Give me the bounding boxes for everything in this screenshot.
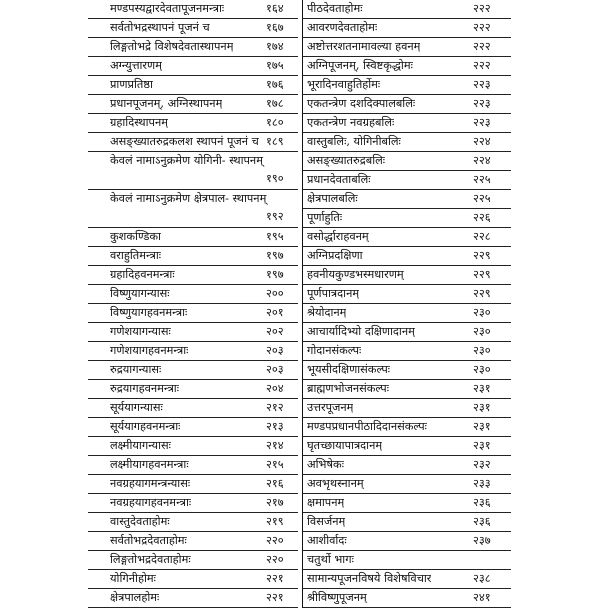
toc-entry-page: २२२ [473,59,491,72]
toc-entry-page: २२२ [473,2,491,15]
toc-entry-page: १६४ [266,2,284,15]
toc-entry [303,456,511,475]
toc-entry [88,190,298,228]
toc-entry-title: सामान्यपूजनविषये विशेषविचार [307,572,432,585]
toc-entry-page: २१९ [266,515,284,528]
toc-entry-page: २३२ [473,458,491,471]
toc-entry-page: २३१ [473,420,491,433]
toc-entry-title: वास्तुदेवताहोमः [110,515,170,528]
toc-entry-title: आवरणदेवताहोमः [307,21,378,34]
toc-entry-page: १९२ [266,210,284,223]
toc-entry-page: १७६ [266,78,284,91]
toc-entry-page: २२० [266,534,284,547]
toc-entry-title: अष्टोत्तरशतनामावल्या हवनम् [307,40,421,53]
toc-entry [303,133,511,152]
toc-entry-title: गोदानसंकल्पः [307,344,362,357]
toc-entry-title: केवलं नामाऽनुक्रमेण क्षेत्रपाल- स्थापनम् [110,192,267,205]
toc-entry-title: क्षमापनम् [307,496,345,509]
toc-entry-page: २०४ [266,382,284,395]
toc-entry-page: १८० [266,116,284,129]
toc-entry [88,19,298,38]
toc-entry [88,266,298,285]
toc-entry-title: नवग्रहयागमन्त्रन्यासः [110,477,191,490]
toc-entry [88,589,298,608]
toc-entry-title: क्षेत्रपालहोमः [110,591,160,604]
toc-entry-page: २३० [473,325,491,338]
toc-entry [88,0,298,19]
toc-entry-page: २२५ [473,192,491,205]
toc-entry [303,380,511,399]
toc-entry-page: २०० [266,287,284,300]
toc-entry-page: २२३ [473,78,491,91]
toc-entry-page: २०२ [266,325,284,338]
toc-entry-title: अग्निपूजनम्, स्विष्टकृद्धोमः [307,59,413,72]
toc-entry-title: अवभृथस्नानम् [307,477,364,490]
toc-entry-title: लक्ष्मीयागहवनमन्त्राः [110,458,189,471]
toc-entry [88,247,298,266]
toc-entry [303,57,511,76]
toc-entry-page: २३१ [473,382,491,395]
toc-entry-title: वसोर्द्धाराहवनम् [307,230,369,243]
toc-entry-page: २१४ [266,439,284,452]
toc-entry-title: वास्तुबलिः, योगिनीबलिः [307,135,401,148]
toc-entry-title: गणेशयागन्यासः [110,325,171,338]
toc-entry-page: २१६ [266,477,284,490]
toc-entry [88,76,298,95]
toc-left-column [88,0,298,608]
toc-entry [303,589,511,608]
toc-entry-page: २३० [473,306,491,319]
toc-entry-title: प्रधानपूजनम्, अग्निस्थापनम् [110,97,223,110]
toc-entry [88,551,298,570]
toc-entry-title: लक्ष्मीयागन्यासः [110,439,171,452]
toc-entry-page: २१३ [266,420,284,433]
toc-entry-title: विष्णुयागन्यासः [110,287,170,300]
toc-entry [88,114,298,133]
toc-entry-title: ब्राह्मणभोजनसंकल्पः [307,382,389,395]
toc-entry-title: घृतच्छायापात्रदानम् [307,439,383,452]
toc-entry-page: २२४ [473,154,491,167]
toc-entry-page: २१७ [266,496,284,509]
toc-entry [88,418,298,437]
toc-entry-page: १६७ [266,21,284,34]
toc-entry-title: असङ्ख्यातरुद्रबलिः [307,154,386,167]
toc-entry [303,114,511,133]
toc-entry-title: अभिषेकः [307,458,344,471]
toc-entry-page: २३१ [473,401,491,414]
toc-entry-title: चतुर्थो भागः [307,553,354,566]
toc-entry-title: भूयसीदक्षिणासंकल्पः [307,363,391,376]
toc-entry [303,342,511,361]
toc-entry-page: २२० [266,553,284,566]
toc-entry [303,38,511,57]
toc-entry-title: विष्णुयागहवनमन्त्राः [110,306,188,319]
toc-entry-title: पूर्णाहुतिः [307,211,343,224]
toc-entry [303,513,511,532]
toc-entry-page: २२८ [473,230,491,243]
toc-entry-title: अग्न्युत्तारणम् [110,59,162,72]
toc-entry [88,228,298,247]
toc-entry [88,513,298,532]
toc-entry [88,532,298,551]
toc-entry-page: २२४ [473,135,491,148]
toc-entry-page: २०३ [266,344,284,357]
toc-entry-title: हवनीयकुण्डभस्मधारणम् [307,268,404,281]
toc-entry-page: २२१ [266,591,284,604]
toc-entry-title: सर्वतोभद्रदेवताहोमः [110,534,187,547]
toc-entry [303,209,511,228]
toc-entry-page: २२६ [473,211,491,224]
toc-entry-title: श्रेयोदानम् [307,306,347,319]
toc-entry-title: एकतन्त्रेण नवग्रहबलिः [307,116,395,129]
toc-entry-page: २४१ [473,591,491,604]
toc-entry-title: लिङ्गतोभद्रदेवताहोमः [110,553,191,566]
toc-entry-title: पूर्णपात्रदानम् [307,287,360,300]
toc-entry-page: २२९ [473,268,491,281]
toc-entry [88,399,298,418]
toc-entry-title: एकतन्त्रेण दशदिक्पालबलिः [307,97,416,110]
toc-entry-title: केवलं नामाऽनुक्रमेण योगिनी- स्थापनम् [110,154,263,167]
toc-entry-page: २२३ [473,97,491,110]
toc-entry [303,494,511,513]
toc-entry [303,266,511,285]
toc-entry-page: २३३ [473,477,491,490]
toc-entry-page: १७५ [266,59,284,72]
toc-entry-page: १९७ [266,249,284,262]
toc-entry-page: १९५ [266,230,284,243]
toc-entry-page: २२२ [473,40,491,53]
toc-entry-page: २०३ [266,363,284,376]
toc-entry [303,190,511,209]
toc-entry-page: २३० [473,344,491,357]
toc-entry [88,133,298,152]
toc-entry-title: उत्तरपूजनम् [307,401,354,414]
toc-entry [88,323,298,342]
toc-entry-title: आचार्यादिभ्यो दक्षिणादानम् [307,325,415,338]
toc-entry [88,570,298,589]
toc-entry-title: विसर्जनम् [307,515,346,528]
toc-entry [88,38,298,57]
toc-entry-page: १९७ [266,268,284,281]
toc-entry-title: सर्वतोभद्रस्थापनं पूजनं च [110,21,210,34]
toc-entry-page: २२५ [473,173,491,186]
toc-entry-title: आशीर्वादः [307,534,347,547]
toc-entry [88,95,298,114]
toc-entry-page: १७८ [266,97,284,110]
toc-entry-title: ग्रहादिहवनमन्त्राः [110,268,175,281]
toc-entry-title: लिङ्गतोभद्रे विशेषदेवतास्थापनम् [110,40,234,53]
toc-entry [303,418,511,437]
toc-entry-title: मण्डपस्यद्वारदेवतापूजनमन्त्राः [110,2,225,15]
toc-entry-page: २३८ [473,572,491,585]
toc-entry-title: भूरादिनवाहुतिर्होमः [307,78,381,91]
toc-entry-title: श्रीविष्णुपूजनम् [307,591,367,604]
toc-entry-page: २१२ [266,401,284,414]
toc-entry-page: १९० [266,172,284,185]
toc-entry [303,228,511,247]
toc-entry [303,399,511,418]
toc-entry [303,475,511,494]
toc-entry [303,95,511,114]
toc-entry-page: २१५ [266,458,284,471]
toc-entry [303,570,511,589]
toc-entry [88,57,298,76]
toc-entry-page: २२९ [473,287,491,300]
toc-entry-title: अग्निप्रदक्षिणा [307,249,363,262]
toc-entry [303,304,511,323]
toc-entry-title: नवग्रहयागहवनमन्त्राः [110,496,192,509]
toc-entry [303,285,511,304]
toc-entry-page: २३६ [473,515,491,528]
toc-entry [303,437,511,456]
toc-entry-title: सूर्ययागहवनमन्त्राः [110,420,181,433]
toc-entry-title: गणेशयागहवनमन्त्राः [110,344,189,357]
toc-entry-page: २३६ [473,496,491,509]
toc-entry-page: २२१ [266,572,284,585]
toc-entry-title: योगिनीहोमः [110,572,156,585]
toc-entry-page: २३७ [473,534,491,547]
toc-entry-title: क्षेत्रपालबलिः [307,192,358,205]
toc-entry [88,494,298,513]
toc-entry [303,551,511,570]
toc-entry-title: ग्रहादिस्थापनम् [110,116,168,129]
toc-entry-title: असङ्ख्यातरुद्रकलश स्थापनं पूजनं च [110,135,259,148]
toc-entry [88,304,298,323]
toc-entry [303,171,511,190]
toc-entry [303,361,511,380]
toc-entry-page: २३० [473,363,491,376]
toc-entry-title: प्राणप्रतिष्ठा [110,78,153,91]
toc-entry-page: १८९ [266,135,284,148]
toc-entry [303,76,511,95]
toc-entry-title: वराहुतिमन्त्राः [110,249,162,262]
toc-right-column [302,0,511,608]
toc-entry-page: २०१ [266,306,284,319]
toc-entry [88,380,298,399]
toc-entry [88,285,298,304]
toc-entry-title: पीठदेवताहोमः [307,2,363,15]
toc-entry-title: सूर्ययागन्यासः [110,401,163,414]
toc-entry [88,456,298,475]
toc-entry [303,323,511,342]
toc-entry [303,152,511,171]
toc-entry-title: कुशकण्डिका [110,230,161,243]
toc-entry-title: मण्डपप्रधानपीठादिदानसंकल्पः [307,420,427,433]
toc-entry-page: १७४ [266,40,284,53]
toc-entry [303,532,511,551]
toc-entry-title: प्रधानदेवताबलिः [307,173,371,186]
toc-entry [88,475,298,494]
toc-entry [88,361,298,380]
toc-entry-title: रुद्रयागहवनमन्त्राः [110,382,180,395]
toc-entry [303,247,511,266]
toc-entry-page: २३१ [473,439,491,452]
toc-entry [88,437,298,456]
toc-entry-page: २२२ [473,21,491,34]
toc-entry-page: २२३ [473,116,491,129]
toc-entry [303,19,511,38]
toc-entry-title: रुद्रयागन्यासः [110,363,162,376]
toc-entry [88,152,298,190]
toc-entry [303,0,511,19]
toc-entry-page: २२९ [473,249,491,262]
toc-entry [88,342,298,361]
